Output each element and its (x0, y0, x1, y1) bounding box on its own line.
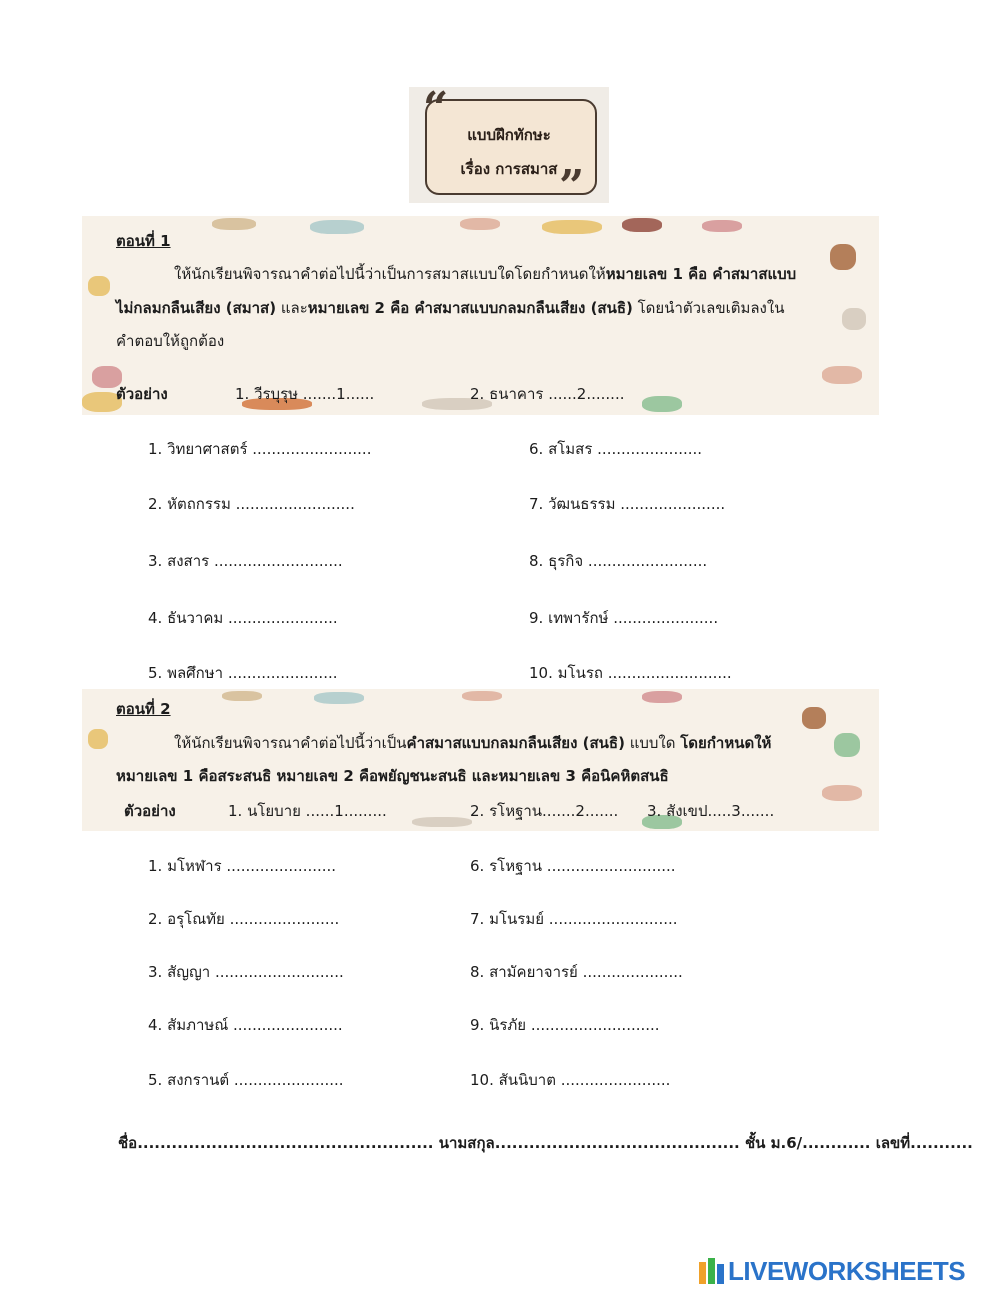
part1-panel (82, 216, 879, 415)
part2-item-3[interactable]: 3. สัญญา ........................... (148, 963, 344, 981)
instruction-emphasis: ไม่กลมกลืนเสียง (สมาส) (116, 299, 277, 317)
decoration-leaf (310, 220, 364, 234)
decoration-leaf (642, 691, 682, 703)
decoration-leaf (542, 220, 602, 234)
worksheet-title: แบบฝึกทักษะ (467, 126, 551, 144)
decoration-leaf (222, 691, 262, 701)
decoration-leaf (88, 729, 108, 749)
part2-example-3: 3. สังเขป.....3....... (647, 802, 775, 820)
part2-item-4[interactable]: 4. สัมภาษณ์ ....................... (148, 1016, 343, 1034)
part1-item-7[interactable]: 7. วัฒนธรรม ...................... (529, 495, 726, 513)
part1-item-8[interactable]: 8. ธุรกิจ ......................... (529, 552, 708, 570)
part1-instruction-line3: คำตอบให้ถูกต้อง (116, 332, 225, 350)
part2-item-1[interactable]: 1. มโหฬาร ....................... (148, 857, 337, 875)
brand-name: LIVEWORKSHEETS (728, 1255, 966, 1286)
part1-example-2: 2. ธนาคาร ......2........ (470, 385, 625, 403)
part2-item-8[interactable]: 8. สามัคยาจารย์ ..................... (470, 963, 683, 981)
decoration-leaf (822, 785, 862, 801)
instruction-emphasis: คำสมาสแบบกลมกลืนเสียง (สนธิ) (406, 734, 625, 752)
open-quote-icon: “ (423, 83, 449, 134)
instruction-text: ให้นักเรียนพิจารณาคำต่อไปนี้ว่าเป็นการสมาสแบบใดโดยกำหนดให้ (174, 265, 606, 283)
part1-instruction-line2 (116, 296, 784, 320)
part2-item-7[interactable]: 7. มโนรมย์ ........................... (470, 910, 678, 928)
part2-instruction-line2: หมายเลข 1 คือสระสนธิ หมายเลข 2 คือพยัญชนะสนธิ และหมายเลข 3 คือนิคหิตสนธิ (116, 767, 669, 785)
instruction-emphasis: โดยกำหนดให้ (680, 734, 772, 752)
part1-item-10[interactable]: 10. มโนรถ .......................... (529, 664, 732, 682)
student-info-line[interactable]: ชื่อ.................................................... นามสกุล........................................... ชั้น ม.6/............ เลขที่........... (118, 1134, 973, 1152)
part1-instruction-line1 (174, 262, 796, 286)
part2-example-1: 1. นโยบาย ......1......... (228, 802, 387, 820)
instruction-text: ให้นักเรียนพิจารณาคำต่อไปนี้ว่าเป็น (174, 734, 407, 752)
instruction-emphasis: หมายเลข 2 คือ คำสมาสแบบกลมกลืนเสียง (สนธิ) (307, 299, 633, 317)
title-card (409, 83, 609, 212)
part2-example-2: 2. รโหฐาน.......2....... (470, 802, 619, 820)
decoration-leaf (88, 276, 110, 296)
instruction-text: โดยนำตัวเลขเติมลงใน (632, 299, 785, 317)
part1-item-4[interactable]: 4. ธันวาคม ....................... (148, 609, 338, 627)
part1-item-5[interactable]: 5. พลศึกษา ....................... (148, 664, 338, 682)
part1-item-3[interactable]: 3. สงสาร ........................... (148, 552, 343, 570)
decoration-leaf (642, 396, 682, 412)
decoration-leaf (212, 218, 256, 230)
instruction-emphasis: หมายเลข 1 คือ คำสมาสแบบ (605, 265, 797, 283)
part1-item-1[interactable]: 1. วิทยาศาสตร์ ......................... (148, 440, 372, 458)
part2-example-label: ตัวอย่าง (124, 802, 176, 820)
decoration-leaf (842, 308, 866, 330)
decoration-leaf (462, 691, 502, 701)
part2-heading: ตอนที่ 2 (116, 700, 171, 718)
close-quote-icon: ” (559, 161, 585, 212)
part1-item-6[interactable]: 6. สโมสร ...................... (529, 440, 703, 458)
part1-item-9[interactable]: 9. เทพารักษ์ ...................... (529, 609, 719, 627)
part2-item-10[interactable]: 10. สันนิบาต ....................... (470, 1071, 671, 1089)
decoration-leaf (460, 218, 500, 230)
decoration-leaf (830, 244, 856, 270)
part2-item-6[interactable]: 6. รโหฐาน ........................... (470, 857, 676, 875)
part1-example-label: ตัวอย่าง (116, 385, 168, 403)
part2-item-2[interactable]: 2. อรุโณทัย ....................... (148, 910, 340, 928)
decoration-leaf (834, 733, 860, 757)
decoration-leaf (622, 218, 662, 232)
decoration-leaf (802, 707, 826, 729)
decoration-leaf (314, 692, 364, 704)
decoration-leaf (822, 366, 862, 384)
worksheet-subtitle: เรื่อง การสมาส (460, 160, 558, 178)
part2-instruction-line1 (174, 731, 771, 755)
decoration-leaf (412, 817, 472, 827)
part2-item-5[interactable]: 5. สงกรานต์ ....................... (148, 1071, 344, 1089)
instruction-text: และ (276, 299, 308, 317)
part2-panel (82, 689, 879, 831)
part1-item-2[interactable]: 2. หัตถกรรม ......................... (148, 495, 355, 513)
part2-item-9[interactable]: 9. นิรภัย ........................... (470, 1016, 660, 1034)
part1-example-1: 1. วีรบุรุษ .......1...... (235, 385, 375, 403)
instruction-text: แบบใด (624, 734, 681, 752)
liveworksheets-brand (699, 1255, 966, 1286)
part1-heading: ตอนที่ 1 (116, 232, 171, 250)
liveworksheets-logo-icon (699, 1258, 725, 1284)
decoration-leaf (702, 220, 742, 232)
